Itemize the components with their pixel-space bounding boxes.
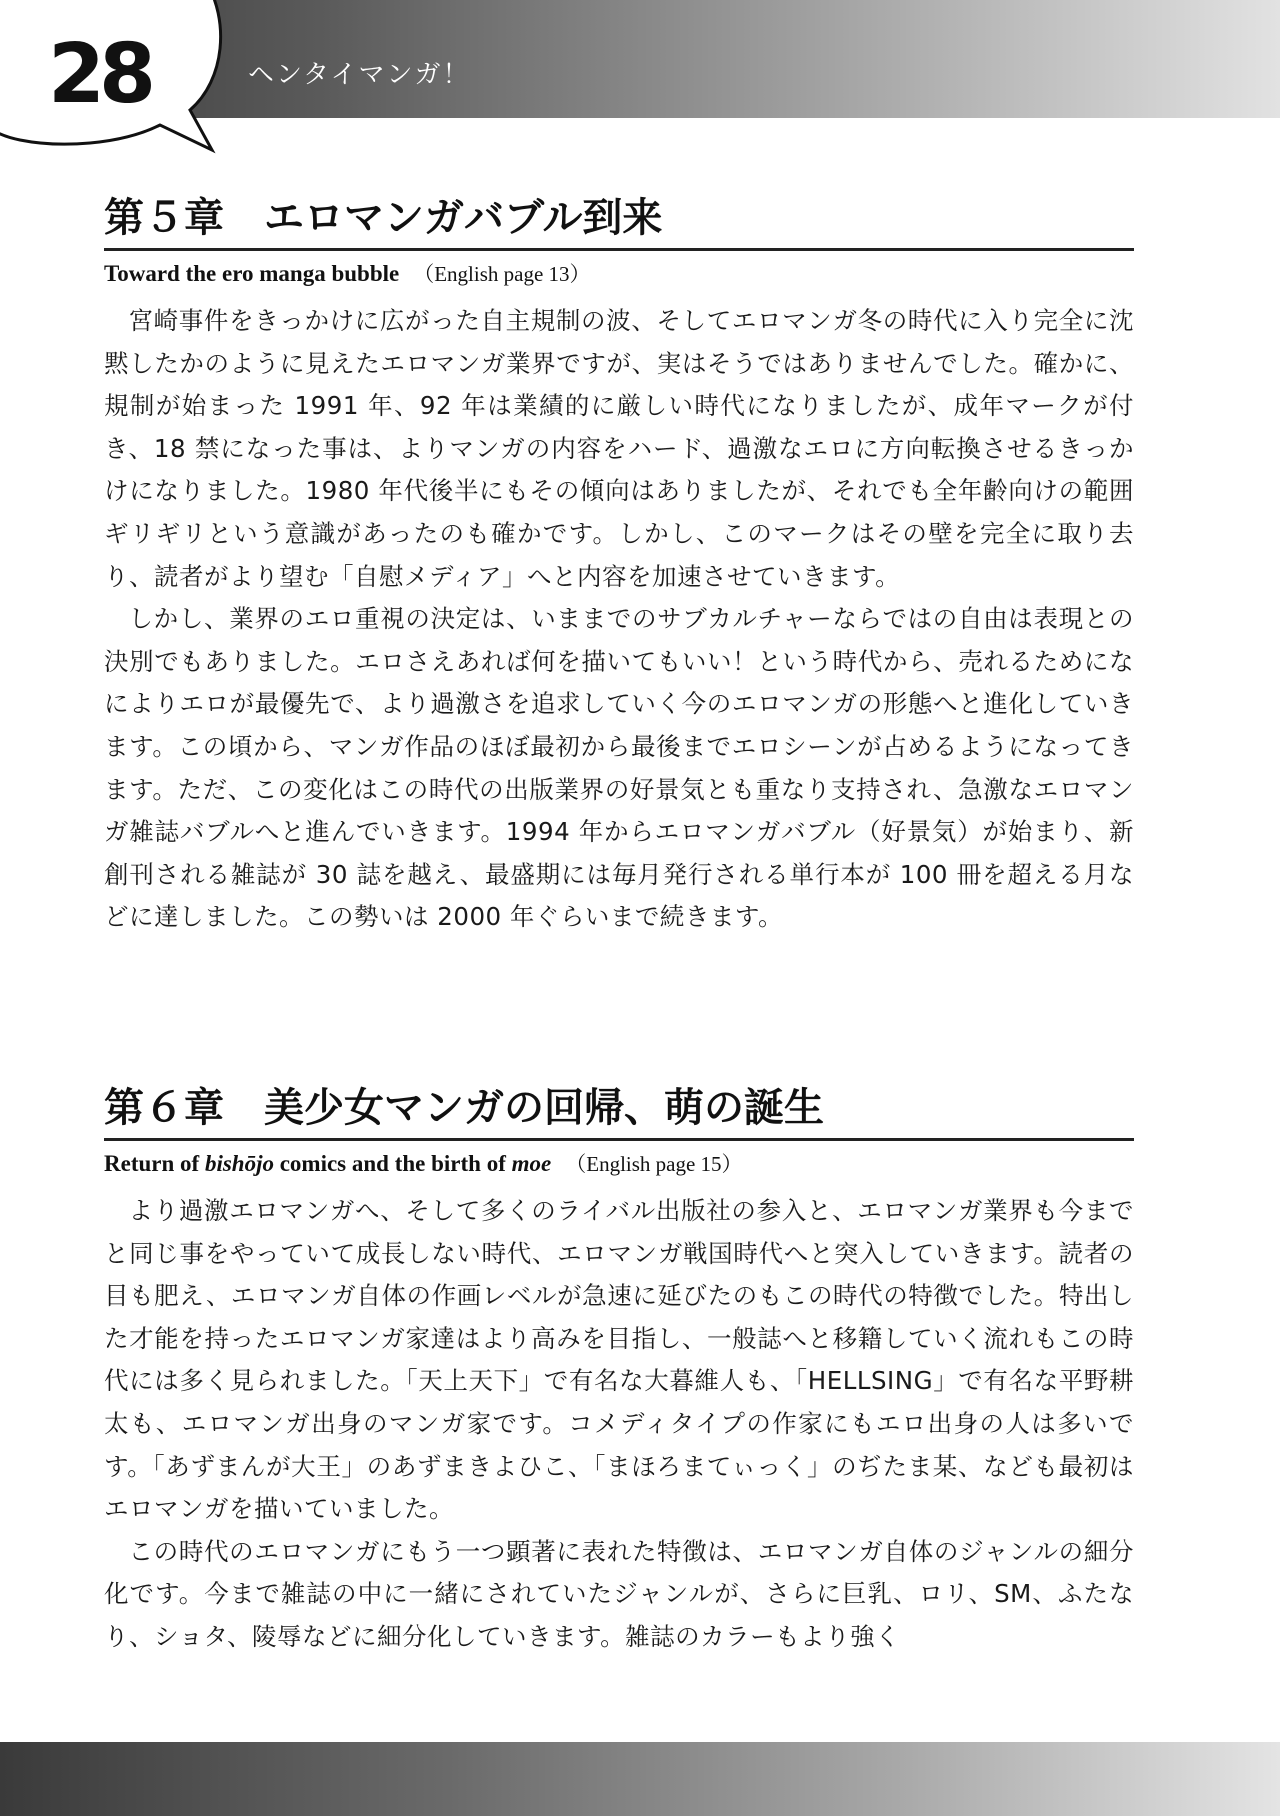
chapter-rule (104, 248, 1134, 251)
chapter-subtitle (104, 1148, 1134, 1178)
subtitle-part-italic: bishōjo (204, 1151, 274, 1176)
chapter-rule (104, 1138, 1134, 1141)
paragraph: より過激エロマンガへ、そして多くのライバル出版社の参入と、エロマンガ業界も今までと同じ事をやっていて成長しない時代、エロマンガ戦国時代へと突入していきます。読者の目も肥え、エロマンガ自体の作画レベルが急速に延びたのもこの時代の特徴でした。特出した才能を持ったエロマンガ家達はより高みを目指し、一般誌へと移籍していく流れもこの時代には多く見られました。「天上天下」で有名な大暮維人も、「HELLSING」で有名な平野耕太も、エロマンガ出身のマンガ家です。コメディタイプの作家にもエロ出身の人は多いです。「あずまんが大王」のあずまきよひこ、「まほろまてぃっく」のぢたま某、なども最初はエロマンガを描いていました。 (104, 1196, 1134, 1524)
subtitle-part-italic: moe (511, 1151, 552, 1176)
chapter-body (104, 300, 1134, 939)
chapter-subtitle (104, 258, 1134, 288)
english-page-ref: （English page 13） (413, 262, 591, 286)
book-title: ヘンタイマンガ！ (248, 60, 471, 90)
footer-bar (0, 1742, 1280, 1816)
chapter-title: 第５章 エロマンガバブル到来 (104, 195, 663, 241)
chapter-title: 第６章 美少女マンガの回帰、萌の誕生 (104, 1085, 824, 1131)
chapter-6 (104, 1085, 1134, 1659)
chapter-5 (104, 195, 1134, 939)
page-number: 28 (48, 27, 151, 122)
paragraph: この時代のエロマンガにもう一つ顕著に表れた特徴は、エロマンガ自体のジャンルの細分化です。今まで雑誌の中に一緒にされていたジャンルが、さらに巨乳、ロリ、SM、ふたなり、ショタ、陵辱などに細分化していきます。雑誌のカラーもより強く (104, 1536, 1134, 1651)
paragraph: 宮崎事件をきっかけに広がった自主規制の波、そしてエロマンガ冬の時代に入り完全に沈黙したかのように見えたエロマンガ業界ですが、実はそうではありませんでした。確かに、規制が始まった 1991 年、92 年は業績的に厳しい時代になりましたが、成年マークが付き、18 禁になった事は、よりマンガの内容をハード、過激なエロに方向転換させるきっかけになりました。1980 年代後半にもその傾向はありましたが、それでも全年齢向けの範囲ギリギリという意識があったのも確かです。しかし、このマークはその壁を完全に取り去り、読者がより望む「自慰メディア」へと内容を加速させていきます。 (104, 306, 1134, 591)
speech-bubble-icon (0, 0, 1280, 170)
english-page-ref: （English page 15） (565, 1152, 743, 1176)
subtitle-part: comics and the birth of (273, 1151, 512, 1176)
chapter-subtitle-english: Toward the ero manga bubble (104, 261, 400, 286)
paragraph: しかし、業界のエロ重視の決定は、いままでのサブカルチャーならではの自由は表現との決別でもありました。エロさえあれば何を描いてもいい！という時代から、売れるためになによりエロが最優先で、より過激さを追求していく今のエロマンガの形態へと進化していきます。この頃から、マンガ作品のほぼ最初から最後までエロシーンが占めるようになってきます。ただ、この変化はこの時代の出版業界の好景気とも重なり支持され、急激なエロマンガ雑誌バブルへと進んでいきます。1994 年からエロマンガバブル（好景気）が始まり、新創刊される雑誌が 30 誌を越え、最盛期には毎月発行される単行本が 100 冊を超える月などに達しました。この勢いは 2000 年ぐらいまで続きます。 (104, 604, 1134, 932)
subtitle-part: Return of (104, 1151, 205, 1176)
chapter-body (104, 1190, 1134, 1659)
